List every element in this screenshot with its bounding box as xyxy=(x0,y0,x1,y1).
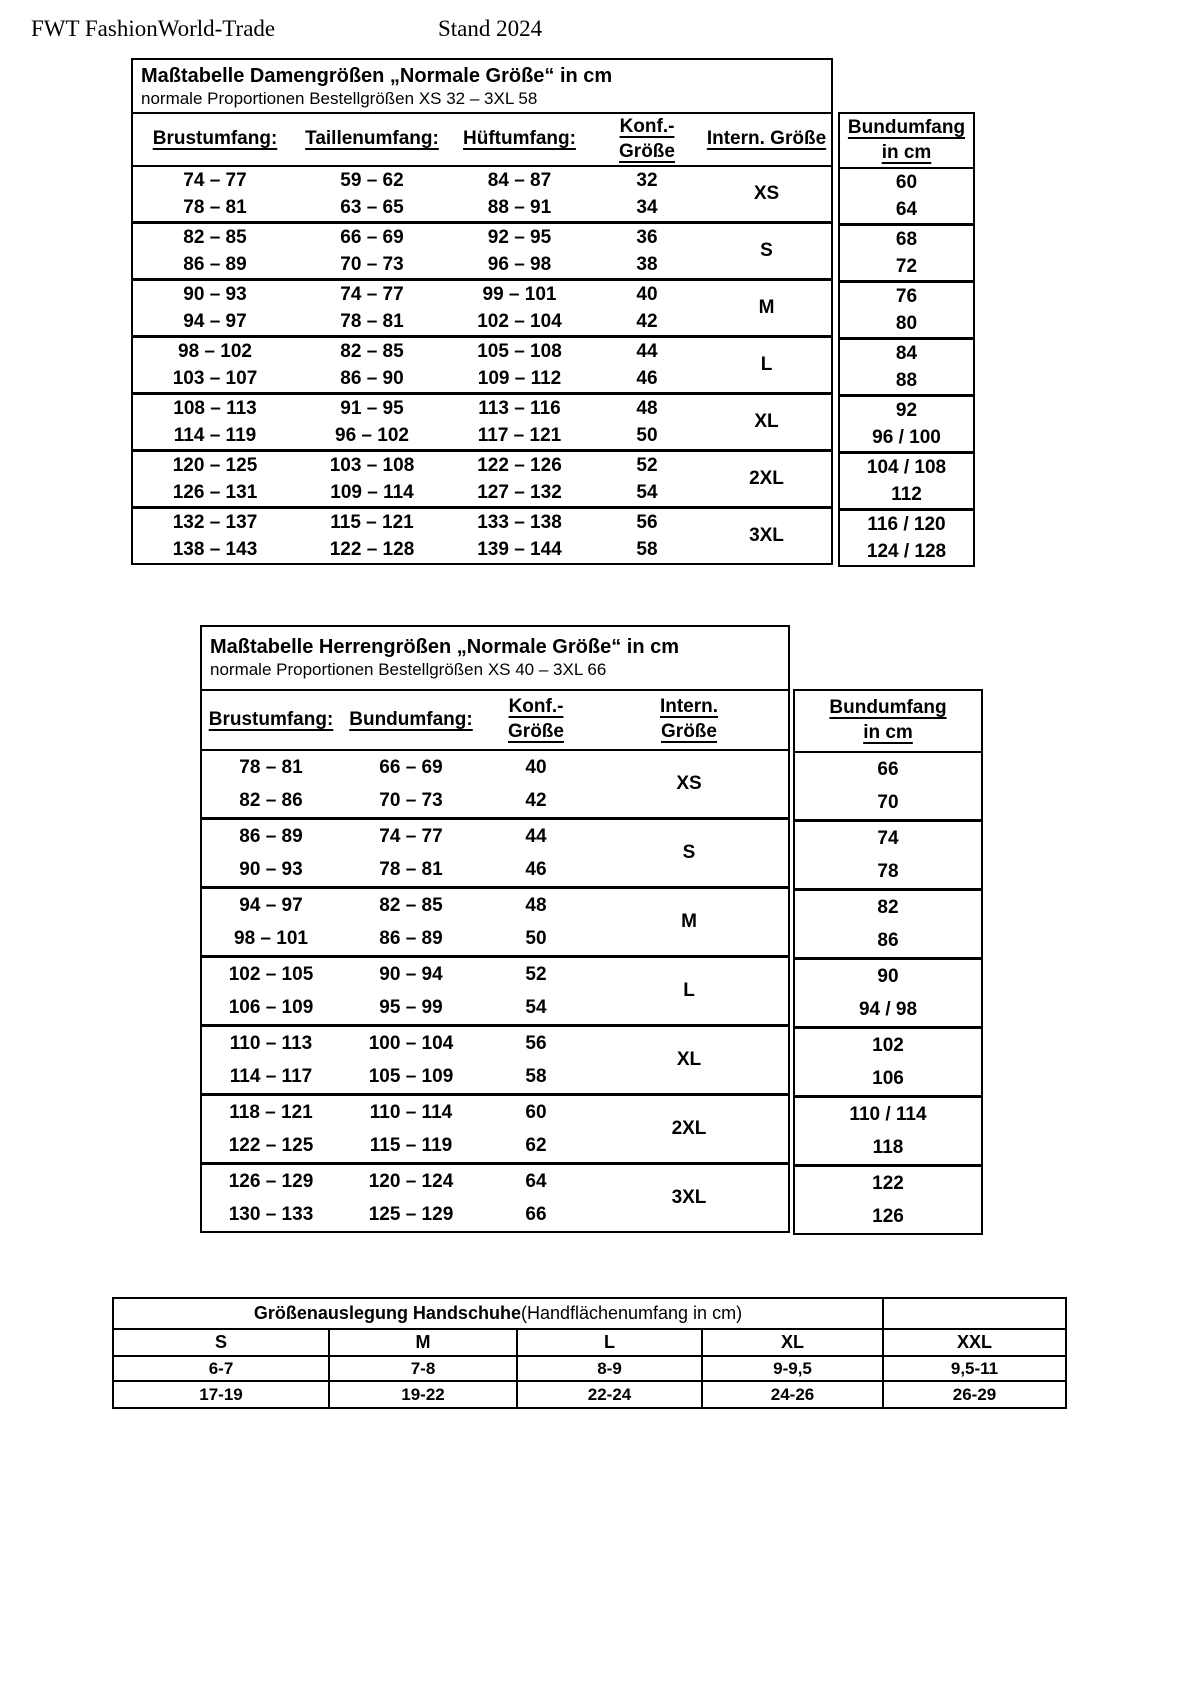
measurement-cell: 122 – 128 xyxy=(329,539,415,560)
column-header-line: Hüftumfang: xyxy=(463,128,576,150)
intern-size-cell: 3XL xyxy=(749,525,784,546)
bund-value-cell: 110 / 114 xyxy=(849,1104,927,1125)
measurement-cell: 86 – 89 xyxy=(379,928,443,949)
intern-size-cell: L xyxy=(683,980,695,1001)
measurement-cell: 56 xyxy=(636,512,658,533)
measurement-cell: 59 – 62 xyxy=(340,170,404,191)
measurement-column xyxy=(202,1027,340,1093)
measurement-cell: 52 xyxy=(525,964,547,985)
intern-size-cell: 2XL xyxy=(749,468,784,489)
measurement-column xyxy=(297,452,447,506)
bund-value-cell: 104 / 108 xyxy=(866,457,947,478)
bund-group-row xyxy=(795,888,981,957)
bund-value-cell: 76 xyxy=(895,286,918,307)
intern-size-cell: S xyxy=(682,842,696,863)
gloves-cell: 24-26 xyxy=(703,1382,884,1407)
measurement-cell: 46 xyxy=(636,368,658,389)
measurement-cell: 48 xyxy=(636,398,658,419)
measurement-column xyxy=(202,751,340,817)
gloves-cell: 19-22 xyxy=(330,1382,518,1407)
intern-size-cell: XS xyxy=(676,773,702,794)
column-header xyxy=(482,691,590,749)
column-header-line: Brustumfang: xyxy=(208,708,334,730)
bund-value-cell: 106 xyxy=(872,1068,904,1089)
bund-value-cell: 84 xyxy=(895,343,918,364)
women-table-title: Maßtabelle Damengrößen „Normale Größe“ in cm xyxy=(141,65,613,87)
measurement-column xyxy=(340,889,482,955)
measurement-column xyxy=(447,224,592,278)
bund-value-cell: 92 xyxy=(895,400,918,421)
measurement-cell: 44 xyxy=(525,826,547,847)
intern-size-cell: M xyxy=(681,911,697,932)
measurement-cell: 74 – 77 xyxy=(340,284,404,305)
size-group-row xyxy=(202,886,788,955)
measurement-cell: 66 xyxy=(525,1204,547,1225)
bund-group-row xyxy=(795,819,981,888)
measurement-cell: 50 xyxy=(636,425,658,446)
measurement-cell: 54 xyxy=(636,482,658,503)
measurement-column xyxy=(592,338,702,392)
measurement-column xyxy=(133,509,297,563)
measurement-cell: 132 – 137 xyxy=(172,512,258,533)
bund-value-cell: 94 / 98 xyxy=(858,999,918,1020)
column-header xyxy=(297,114,447,165)
measurement-cell: 110 – 113 xyxy=(229,1033,313,1054)
measurement-column xyxy=(340,958,482,1024)
size-group-row xyxy=(133,167,831,221)
bund-header xyxy=(840,114,973,169)
measurement-column xyxy=(592,452,702,506)
bund-group-row xyxy=(795,957,981,1026)
bund-value-cell: 96 / 100 xyxy=(872,427,941,448)
measurement-cell: 102 – 105 xyxy=(228,964,314,985)
bund-group-row xyxy=(840,337,973,394)
bund-group-row xyxy=(840,451,973,508)
document-header xyxy=(0,16,1190,46)
gloves-cell: L xyxy=(518,1330,703,1357)
gloves-inch-row xyxy=(114,1357,1065,1382)
gloves-cell: S xyxy=(114,1330,330,1357)
measurement-column xyxy=(297,338,447,392)
intern-size-cell: L xyxy=(760,354,773,375)
measurement-column xyxy=(447,167,592,221)
measurement-column xyxy=(297,224,447,278)
measurement-column xyxy=(340,820,482,886)
measurement-cell: 60 xyxy=(525,1102,547,1123)
size-group-row xyxy=(202,955,788,1024)
men-table-title: Maßtabelle Herrengrößen „Normale Größe“ in cm xyxy=(210,636,679,658)
measurement-cell: 82 – 85 xyxy=(183,227,247,248)
column-header-line: Konf.- xyxy=(508,696,564,718)
gloves-cell: 8-9 xyxy=(518,1357,703,1382)
bund-value-cell: 86 xyxy=(877,930,899,951)
stand-label: Stand 2024 xyxy=(438,16,543,41)
measurement-cell: 127 – 132 xyxy=(477,482,562,503)
gloves-cell: 9-9,5 xyxy=(703,1357,884,1382)
gloves-cell: 7-8 xyxy=(330,1357,518,1382)
bund-header-line: Bundumfang xyxy=(829,697,947,719)
measurement-cell: 91 – 95 xyxy=(340,398,404,419)
measurement-column xyxy=(482,889,590,955)
gloves-cell: XXL xyxy=(884,1330,1065,1357)
column-header-line: Bundumfang: xyxy=(349,708,473,730)
gloves-size-header-row xyxy=(114,1330,1065,1357)
measurement-cell: 50 xyxy=(525,928,547,949)
measurement-column xyxy=(340,1027,482,1093)
measurement-cell: 126 – 129 xyxy=(228,1171,314,1192)
column-header xyxy=(592,114,702,165)
measurement-cell: 125 – 129 xyxy=(368,1204,454,1225)
size-group-row xyxy=(202,1162,788,1231)
gloves-cell: M xyxy=(330,1330,518,1357)
men-bund-box xyxy=(793,689,983,1235)
bund-group-row xyxy=(840,169,973,223)
gloves-title-spacer-cell xyxy=(884,1299,1065,1330)
bund-group-row xyxy=(840,394,973,451)
column-header-line: Konf.- xyxy=(619,115,675,137)
measurement-cell: 70 – 73 xyxy=(340,254,404,275)
measurement-cell: 90 – 93 xyxy=(183,284,247,305)
measurement-cell: 58 xyxy=(525,1066,547,1087)
size-group-row xyxy=(133,278,831,335)
measurement-column xyxy=(482,1096,590,1162)
measurement-cell: 74 – 77 xyxy=(183,170,247,191)
women-title-box xyxy=(131,58,833,114)
bund-header xyxy=(795,691,981,753)
header-row xyxy=(202,691,788,751)
gloves-cell: XL xyxy=(703,1330,884,1357)
bund-value-cell: 64 xyxy=(895,199,918,220)
measurement-cell: 114 – 117 xyxy=(229,1066,313,1087)
bund-group-row xyxy=(795,1026,981,1095)
measurement-cell: 84 – 87 xyxy=(487,170,552,191)
header-row xyxy=(133,114,831,167)
measurement-column xyxy=(592,509,702,563)
measurement-cell: 96 – 98 xyxy=(487,254,552,275)
measurement-column xyxy=(340,751,482,817)
measurement-column xyxy=(447,395,592,449)
measurement-column xyxy=(202,1096,340,1162)
men-main-table xyxy=(200,691,790,1233)
measurement-cell: 96 – 102 xyxy=(335,425,409,446)
measurement-column xyxy=(340,1096,482,1162)
measurement-column xyxy=(592,224,702,278)
measurement-column xyxy=(133,167,297,221)
gloves-cell: 17-19 xyxy=(114,1382,330,1407)
column-header-line: Intern. Größe xyxy=(706,128,827,150)
measurement-cell: 74 – 77 xyxy=(379,826,443,847)
bund-value-cell: 88 xyxy=(895,370,918,391)
measurement-cell: 110 – 114 xyxy=(369,1102,453,1123)
measurement-cell: 82 – 85 xyxy=(340,341,404,362)
women-table-subtitle: normale Proportionen Bestellgrößen XS 32 – 3XL 58 xyxy=(141,89,538,108)
measurement-column xyxy=(447,338,592,392)
measurement-column xyxy=(133,224,297,278)
measurement-cell: 109 – 114 xyxy=(330,482,414,503)
measurement-cell: 66 – 69 xyxy=(379,757,443,778)
size-group-row xyxy=(202,817,788,886)
column-header-line: Taillenumfang: xyxy=(305,128,439,150)
bund-header-line: Bundumfang xyxy=(847,116,966,138)
measurement-column xyxy=(133,281,297,335)
size-group-row xyxy=(133,221,831,278)
bund-value-cell: 118 xyxy=(872,1137,904,1158)
column-header xyxy=(702,114,831,165)
measurement-cell: 78 – 81 xyxy=(239,757,303,778)
measurement-cell: 115 – 121 xyxy=(330,512,414,533)
measurement-cell: 48 xyxy=(525,895,547,916)
measurement-cell: 122 – 126 xyxy=(477,455,562,476)
measurement-column xyxy=(202,958,340,1024)
measurement-cell: 126 – 131 xyxy=(172,482,258,503)
gloves-title-row xyxy=(114,1299,1065,1330)
measurement-cell: 46 xyxy=(525,859,547,880)
bund-value-cell: 122 xyxy=(872,1173,904,1194)
measurement-cell: 52 xyxy=(636,455,658,476)
column-header xyxy=(590,691,788,749)
bund-group-row xyxy=(795,1164,981,1233)
measurement-column xyxy=(447,452,592,506)
column-header-line: Intern. xyxy=(659,696,719,718)
measurement-cell: 40 xyxy=(636,284,658,305)
women-main-table xyxy=(131,114,833,565)
measurement-column xyxy=(482,751,590,817)
intern-size-cell: M xyxy=(758,297,775,318)
measurement-cell: 114 – 119 xyxy=(173,425,257,446)
column-header xyxy=(202,691,340,749)
measurement-cell: 115 – 119 xyxy=(369,1135,453,1156)
bund-value-cell: 102 xyxy=(872,1035,904,1056)
measurement-cell: 38 xyxy=(636,254,658,275)
intern-size-cell: 2XL xyxy=(671,1118,707,1139)
measurement-column xyxy=(202,820,340,886)
gloves-title-bold: Größenauslegung Handschuhe xyxy=(253,1303,521,1323)
bund-group-row xyxy=(840,280,973,337)
measurement-cell: 106 – 109 xyxy=(228,997,314,1018)
measurement-cell: 90 – 94 xyxy=(379,964,443,985)
intern-size-cell: 3XL xyxy=(671,1187,707,1208)
measurement-cell: 118 – 121 xyxy=(229,1102,313,1123)
bund-value-cell: 68 xyxy=(895,229,918,250)
measurement-cell: 113 – 116 xyxy=(478,398,561,419)
measurement-cell: 98 – 101 xyxy=(234,928,308,949)
measurement-cell: 78 – 81 xyxy=(183,197,247,218)
size-group-row xyxy=(133,392,831,449)
measurement-cell: 99 – 101 xyxy=(482,284,557,305)
column-header-line: Größe xyxy=(619,140,675,162)
column-header-line: Größe xyxy=(661,721,717,742)
measurement-cell: 103 – 107 xyxy=(172,368,258,389)
measurement-cell: 64 xyxy=(525,1171,547,1192)
measurement-cell: 120 – 124 xyxy=(368,1171,454,1192)
size-group-row xyxy=(133,506,831,563)
measurement-cell: 34 xyxy=(636,197,658,218)
measurement-cell: 98 – 102 xyxy=(178,341,252,362)
measurement-cell: 95 – 99 xyxy=(379,997,443,1018)
gloves-cell: 22-24 xyxy=(518,1382,703,1407)
intern-size-cell: S xyxy=(760,240,773,261)
column-header xyxy=(340,691,482,749)
bund-value-cell: 112 xyxy=(891,484,922,505)
measurement-cell: 122 – 125 xyxy=(228,1135,314,1156)
measurement-cell: 117 – 121 xyxy=(477,425,562,446)
measurement-column xyxy=(133,338,297,392)
bund-value-cell: 70 xyxy=(877,792,899,813)
column-header-line: Größe xyxy=(508,721,564,742)
measurement-cell: 62 xyxy=(525,1135,547,1156)
measurement-cell: 138 – 143 xyxy=(172,539,258,560)
measurement-cell: 130 – 133 xyxy=(228,1204,314,1225)
measurement-column xyxy=(447,281,592,335)
measurement-cell: 66 – 69 xyxy=(340,227,404,248)
gloves-cell: 9,5-11 xyxy=(884,1357,1065,1382)
bund-header-line: in cm xyxy=(881,141,932,163)
measurement-column xyxy=(133,395,297,449)
measurement-column xyxy=(297,167,447,221)
measurement-column xyxy=(297,281,447,335)
measurement-cell: 54 xyxy=(525,997,547,1018)
intern-size-cell: XL xyxy=(676,1049,702,1070)
intern-size-cell: XS xyxy=(753,183,780,204)
measurement-cell: 92 – 95 xyxy=(487,227,552,248)
measurement-column xyxy=(297,509,447,563)
measurement-cell: 94 – 97 xyxy=(183,311,247,332)
measurement-column xyxy=(592,395,702,449)
measurement-cell: 82 – 86 xyxy=(239,790,303,811)
measurement-column xyxy=(592,167,702,221)
company-name: FWT FashionWorld-Trade xyxy=(31,16,276,41)
size-group-row xyxy=(202,1024,788,1093)
measurement-cell: 36 xyxy=(636,227,658,248)
measurement-column xyxy=(482,958,590,1024)
bund-value-cell: 72 xyxy=(895,256,918,277)
measurement-cell: 105 – 109 xyxy=(368,1066,454,1087)
bund-header-line: in cm xyxy=(863,722,913,743)
size-group-row xyxy=(133,449,831,506)
measurement-cell: 32 xyxy=(636,170,658,191)
bund-value-cell: 116 / 120 xyxy=(867,514,946,535)
measurement-cell: 44 xyxy=(636,341,658,362)
size-group-row xyxy=(133,335,831,392)
bund-group-row xyxy=(840,508,973,565)
measurement-column xyxy=(482,820,590,886)
measurement-cell: 88 – 91 xyxy=(487,197,552,218)
measurement-cell: 90 – 93 xyxy=(239,859,303,880)
measurement-cell: 58 xyxy=(636,539,658,560)
gloves-title-rest: (Handflächenumfang in cm) xyxy=(520,1303,743,1323)
measurement-cell: 78 – 81 xyxy=(379,859,443,880)
measurement-cell: 105 – 108 xyxy=(477,341,562,362)
measurement-cell: 120 – 125 xyxy=(172,455,258,476)
bund-group-row xyxy=(795,753,981,819)
bund-group-row xyxy=(840,223,973,280)
bund-value-cell: 66 xyxy=(877,759,899,780)
measurement-cell: 40 xyxy=(525,757,547,778)
bund-value-cell: 126 xyxy=(872,1206,904,1227)
measurement-column xyxy=(447,509,592,563)
measurement-cell: 42 xyxy=(636,311,658,332)
measurement-cell: 56 xyxy=(525,1033,547,1054)
measurement-column xyxy=(133,452,297,506)
bund-value-cell: 82 xyxy=(877,897,899,918)
measurement-cell: 100 – 104 xyxy=(368,1033,454,1054)
measurement-cell: 102 – 104 xyxy=(477,311,562,332)
gloves-title-cell xyxy=(114,1299,884,1330)
gloves-cell: 26-29 xyxy=(952,1384,997,1404)
measurement-column xyxy=(340,1165,482,1231)
bund-value-cell: 78 xyxy=(877,861,899,882)
measurement-cell: 133 – 138 xyxy=(477,512,562,533)
measurement-cell: 103 – 108 xyxy=(329,455,415,476)
size-group-row xyxy=(202,1093,788,1162)
bund-value-cell: 80 xyxy=(895,313,918,334)
bund-value-cell: 60 xyxy=(895,172,918,193)
measurement-cell: 139 – 144 xyxy=(477,539,562,560)
column-header xyxy=(447,114,592,165)
women-bund-box xyxy=(838,112,975,567)
measurement-cell: 109 – 112 xyxy=(477,368,562,389)
measurement-cell: 78 – 81 xyxy=(340,311,404,332)
measurement-column xyxy=(592,281,702,335)
measurement-cell: 94 – 97 xyxy=(239,895,303,916)
intern-size-cell: XL xyxy=(754,411,779,432)
measurement-cell: 86 – 90 xyxy=(340,368,404,389)
measurement-cell: 70 – 73 xyxy=(379,790,443,811)
measurement-cell: 86 – 89 xyxy=(239,826,303,847)
gloves-table xyxy=(112,1297,1067,1409)
size-group-row xyxy=(202,751,788,817)
bund-value-cell: 124 / 128 xyxy=(866,541,947,562)
gloves-cell: 6-7 xyxy=(114,1357,330,1382)
bund-value-cell: 90 xyxy=(877,966,899,987)
measurement-cell: 42 xyxy=(525,790,547,811)
column-header-line: Brustumfang: xyxy=(152,128,278,150)
measurement-column xyxy=(297,395,447,449)
column-header xyxy=(133,114,297,165)
measurement-column xyxy=(482,1027,590,1093)
measurement-column xyxy=(202,1165,340,1231)
measurement-column xyxy=(202,889,340,955)
measurement-cell: 108 – 113 xyxy=(173,398,257,419)
measurement-column xyxy=(482,1165,590,1231)
measurement-cell: 86 – 89 xyxy=(183,254,247,275)
gloves-cm-row xyxy=(114,1382,1065,1407)
bund-group-row xyxy=(795,1095,981,1164)
measurement-cell: 63 – 65 xyxy=(340,197,404,218)
men-title-box xyxy=(200,625,790,691)
bund-value-cell: 74 xyxy=(877,828,899,849)
men-table-subtitle: normale Proportionen Bestellgrößen XS 40 – 3XL 66 xyxy=(210,660,607,679)
measurement-cell: 82 – 85 xyxy=(379,895,443,916)
